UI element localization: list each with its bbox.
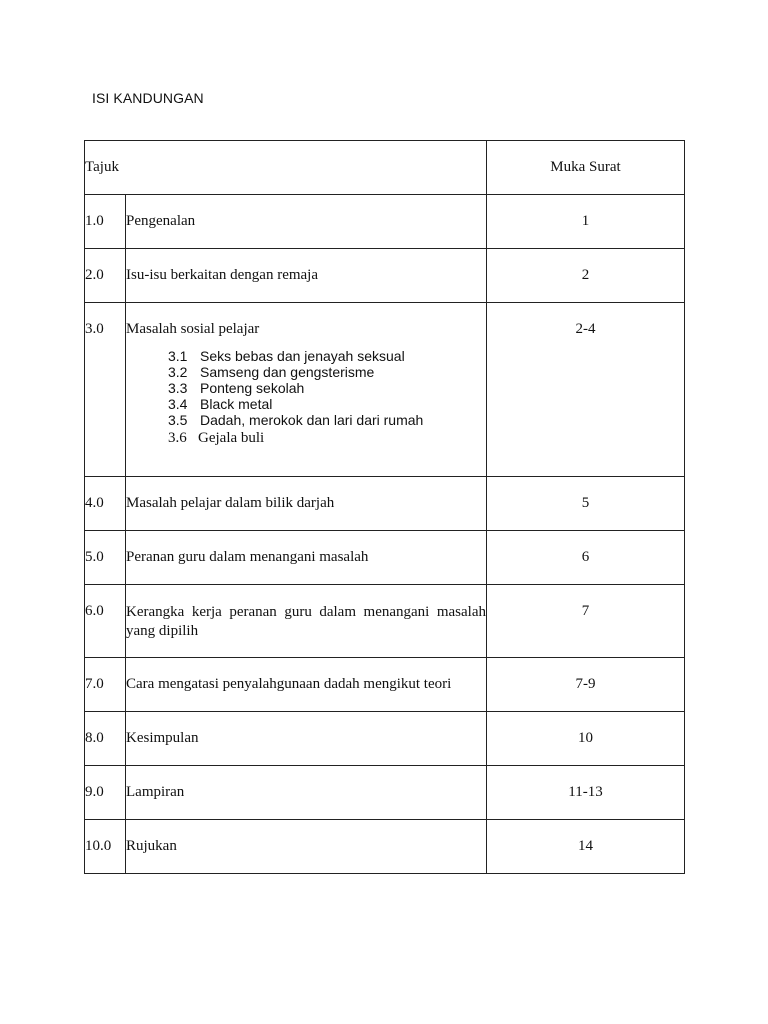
table-of-contents: [84, 140, 685, 874]
table-row: [85, 712, 685, 766]
row-page: 7-9: [487, 658, 685, 712]
row-title-cell: [126, 303, 487, 477]
subitem-text: Samseng dan gengsterisme: [200, 364, 375, 380]
row-title: Masalah pelajar dalam bilik darjah: [126, 477, 487, 531]
row-number: 10.0: [85, 820, 126, 874]
row-number: 3.0: [85, 303, 126, 477]
subitem-number: 3.1: [168, 348, 188, 364]
table-row: [85, 585, 685, 658]
row-number: 4.0: [85, 477, 126, 531]
table-row: [85, 658, 685, 712]
row-title: Rujukan: [126, 820, 487, 874]
row-number: 2.0: [85, 249, 126, 303]
subitem: [168, 364, 486, 380]
table-row: [85, 249, 685, 303]
row-number: 7.0: [85, 658, 126, 712]
table-row: [85, 195, 685, 249]
table-row: [85, 303, 685, 477]
row-title: Kesimpulan: [126, 712, 487, 766]
table-header-row: [85, 141, 685, 195]
row-number: 1.0: [85, 195, 126, 249]
subitem-text: Ponteng sekolah: [200, 380, 305, 396]
subitem-text: Seks bebas dan jenayah seksual: [200, 348, 405, 364]
subitem: [168, 430, 486, 446]
document-title: ISI KANDUNGAN: [92, 90, 204, 106]
row-title: Cara mengatasi penyalahgunaan dadah mengikut teori: [126, 658, 487, 712]
table-row: [85, 477, 685, 531]
subitem-number: 3.4: [168, 396, 188, 412]
table-row: [85, 766, 685, 820]
row-page: 14: [487, 820, 685, 874]
row-page: 7: [487, 585, 685, 658]
row-title: Masalah sosial pelajar: [126, 321, 260, 337]
header-page: Muka Surat: [487, 141, 685, 195]
header-topic: Tajuk: [85, 141, 487, 195]
row-page: 1: [487, 195, 685, 249]
subitem-text: Dadah, merokok dan lari dari rumah: [200, 412, 424, 428]
row-page: 11-13: [487, 766, 685, 820]
row-page: 2: [487, 249, 685, 303]
subitem: [168, 348, 486, 364]
subitem: [168, 396, 486, 412]
subitem-list: [126, 348, 486, 446]
table-row: [85, 820, 685, 874]
subitem-number: 3.3: [168, 380, 188, 396]
subitem: [168, 412, 486, 428]
subitem-number: 3.2: [168, 364, 188, 380]
row-number: 9.0: [85, 766, 126, 820]
row-title: Lampiran: [126, 766, 487, 820]
subitem-text: Gejala buli: [198, 430, 265, 446]
row-title: Pengenalan: [126, 195, 487, 249]
row-page: 2-4: [487, 303, 685, 477]
row-page: 10: [487, 712, 685, 766]
row-title: Peranan guru dalam menangani masalah: [126, 531, 487, 585]
subitem: [168, 380, 486, 396]
row-number: 8.0: [85, 712, 126, 766]
row-page: 6: [487, 531, 685, 585]
subitem-number: 3.6: [168, 430, 187, 446]
row-title: Isu-isu berkaitan dengan remaja: [126, 249, 487, 303]
subitem-text: Black metal: [200, 396, 273, 412]
row-number: 5.0: [85, 531, 126, 585]
row-title: Kerangka kerja peranan guru dalam menangani masalah yang dipilih: [126, 585, 487, 658]
subitem-number: 3.5: [168, 412, 188, 428]
table-row: [85, 531, 685, 585]
row-number: 6.0: [85, 585, 126, 658]
row-page: 5: [487, 477, 685, 531]
